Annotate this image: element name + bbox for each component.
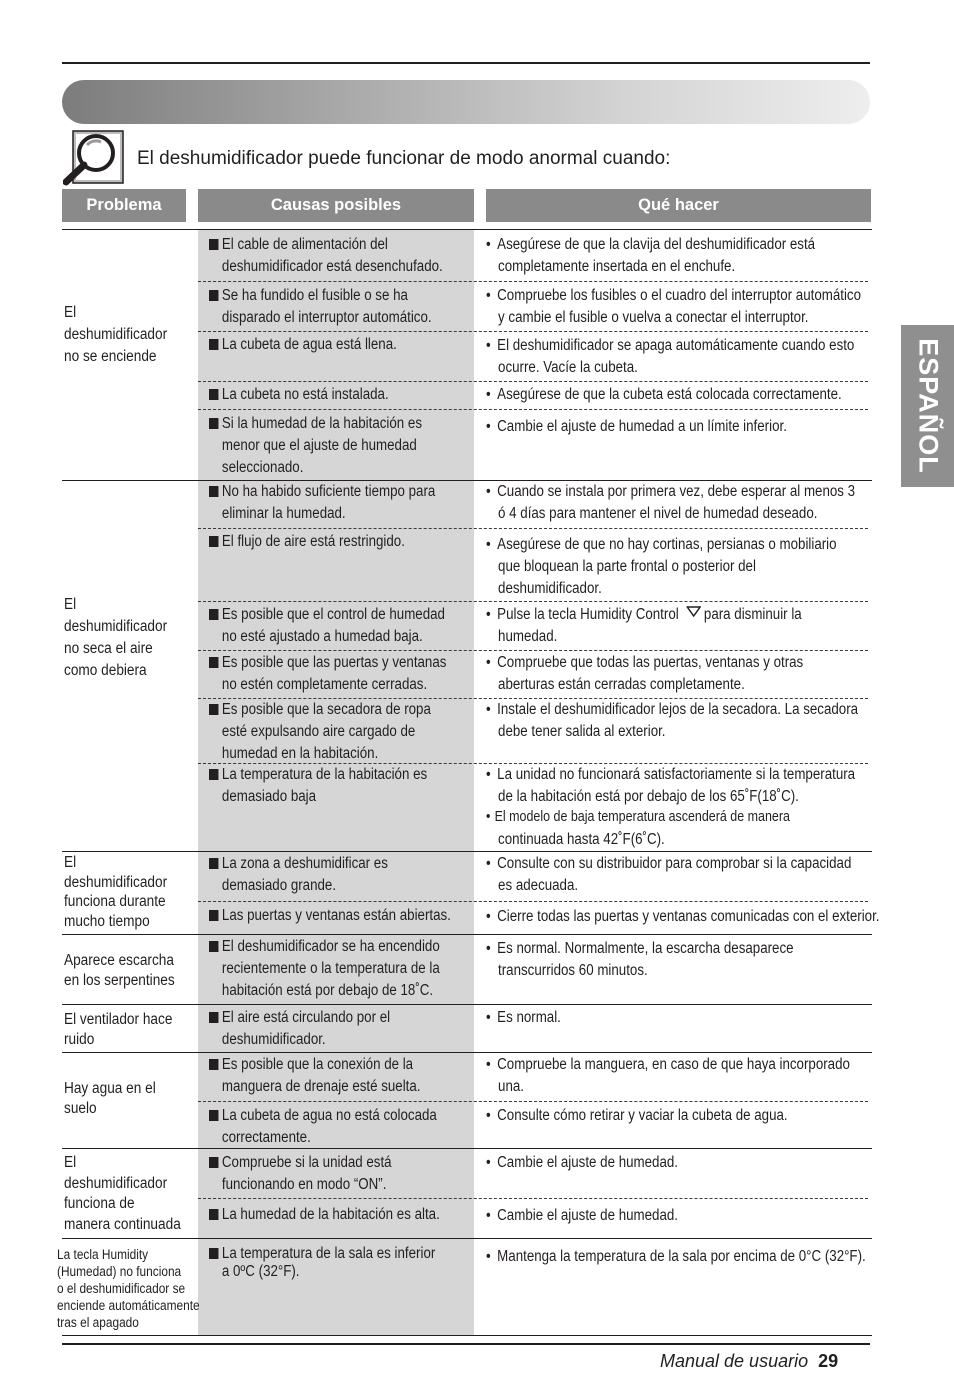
cause-cell: Si la humedad de la habitación es menor que el ajuste de humedad seleccionado. bbox=[209, 413, 422, 479]
cause-cell: La temperatura de la habitación es demasiado baja bbox=[209, 764, 427, 808]
square-bullet-icon bbox=[209, 486, 218, 497]
magnifier-icon bbox=[63, 130, 125, 186]
group-separator bbox=[62, 1052, 872, 1053]
square-bullet-icon bbox=[209, 1157, 218, 1168]
action-cell: • Cambie el ajuste de humedad a un límite inferior. bbox=[486, 418, 787, 435]
action-cell: • El deshumidificador se apaga automáticamente cuando esto ocurre. Vacíe la cubeta. bbox=[486, 337, 855, 376]
square-bullet-icon bbox=[209, 1059, 218, 1070]
action-cell: • Compruebe que todas las puertas, ventanas y otras aberturas están cerradas completamente. bbox=[486, 654, 804, 693]
square-bullet-icon bbox=[209, 1248, 218, 1259]
action-cell: • Es normal. Normalmente, la escarcha desaparece transcurridos 60 minutos. bbox=[486, 940, 794, 979]
cause-cell: La cubeta de agua no está colocada correctamente. bbox=[209, 1105, 437, 1149]
row-separator bbox=[198, 601, 868, 602]
action-cell: • Mantenga la temperatura de la sala por encima de 0°C (32°F). bbox=[486, 1248, 866, 1265]
cause-cell: La cubeta no está instalada. bbox=[209, 384, 389, 406]
intro-text: El deshumidificador puede funcionar de modo anormal cuando: bbox=[137, 148, 671, 169]
cause-cell: El flujo de aire está restringido. bbox=[209, 531, 405, 553]
row-separator bbox=[198, 331, 868, 332]
square-bullet-icon bbox=[209, 769, 218, 780]
row-separator bbox=[198, 1101, 868, 1102]
action-cell: • Cambie el ajuste de humedad. bbox=[486, 1154, 678, 1171]
square-bullet-icon bbox=[209, 609, 218, 620]
problem-cell: El ventilador hace ruido bbox=[64, 1011, 173, 1048]
header-problema: Problema bbox=[62, 189, 186, 222]
action-cell: • Cuando se instala por primera vez, debe esperar al menos 3 ó 4 días para mantener el nivel de humedad deseado. bbox=[486, 483, 856, 522]
header-causas: Causas posibles bbox=[198, 189, 474, 222]
action-cell: • Compruebe los fusibles o el cuadro del interruptor automático y cambie el fusible o vuelva a conectar el interruptor. bbox=[486, 287, 862, 326]
row-separator bbox=[198, 281, 868, 282]
row-separator bbox=[198, 650, 868, 651]
action-cell: • La unidad no funcionará satisfactoriamente si la temperatura de la habitación está por debajo de los 65˚F(18˚C). • El modelo de baja temperatura ascenderá de manera continuada hasta 42˚F(6˚C). bbox=[486, 766, 856, 848]
cause-cell: La zona a deshumidificar es demasiado grande. bbox=[209, 853, 388, 897]
row-separator bbox=[198, 409, 868, 410]
group-separator bbox=[62, 1148, 872, 1149]
cause-cell: Es posible que las puertas y ventanas no estén completamente cerradas. bbox=[209, 652, 446, 696]
cause-cell: Es posible que la conexión de la manguera de drenaje esté suelta. bbox=[209, 1054, 421, 1098]
cause-cell: Se ha fundido el fusible o se ha disparado el interruptor automático. bbox=[209, 285, 432, 329]
row-separator bbox=[198, 528, 868, 529]
square-bullet-icon bbox=[209, 536, 218, 547]
action-cell: • Consulte cómo retirar y vaciar la cubeta de agua. bbox=[486, 1107, 788, 1124]
cause-cell: El aire está circulando por el deshumidificador. bbox=[209, 1007, 390, 1051]
action-cell: • Pulse la tecla Humidity Control para disminuir la humedad. bbox=[486, 606, 802, 645]
group-separator bbox=[62, 1238, 872, 1239]
cause-cell: Es posible que la secadora de ropa esté expulsando aire cargado de humedad en la habitación. bbox=[209, 699, 431, 765]
page-footer bbox=[660, 1351, 838, 1372]
square-bullet-icon bbox=[209, 418, 218, 429]
top-rule bbox=[62, 62, 870, 64]
problem-cell: El deshumidificador funciona durante mucho tiempo bbox=[64, 854, 168, 930]
action-cell: • Consulte con su distribuidor para comprobar si la capacidad es adecuada. bbox=[486, 855, 852, 894]
square-bullet-icon bbox=[209, 1012, 218, 1023]
bottom-rule bbox=[62, 1343, 870, 1345]
cause-cell: La cubeta de agua está llena. bbox=[209, 334, 397, 356]
cause-cell: No ha habido suficiente tiempo para eliminar la humedad. bbox=[209, 481, 435, 525]
square-bullet-icon bbox=[209, 910, 218, 921]
cause-cell: Las puertas y ventanas están abiertas. bbox=[209, 905, 451, 927]
action-cell: • Asegúrese de que no hay cortinas, persianas o mobiliario que bloquean la parte frontal o posterior del deshumidificador. bbox=[486, 536, 837, 597]
square-bullet-icon bbox=[209, 941, 218, 952]
problem-cell: Hay agua en el suelo bbox=[64, 1080, 156, 1117]
square-bullet-icon bbox=[209, 1209, 218, 1220]
action-cell: • Compruebe la manguera, en caso de que haya incorporado una. bbox=[486, 1056, 850, 1095]
problem-cell: El deshumidificador funciona de manera continuada bbox=[64, 1154, 181, 1233]
action-cell: • Es normal. bbox=[486, 1009, 561, 1026]
square-bullet-icon bbox=[209, 704, 218, 715]
footer-label: Manual de usuario bbox=[660, 1351, 809, 1371]
table-top-rule bbox=[62, 229, 872, 230]
section-banner bbox=[62, 80, 870, 124]
language-tab bbox=[901, 325, 954, 487]
row-separator bbox=[198, 901, 868, 902]
action-cell: • Asegúrese de que la cubeta está colocada correctamente. bbox=[486, 386, 842, 403]
problem-cell: La tecla Humidity (Humedad) no funciona o el deshumidificador se enciende automáticamente tras el apagado bbox=[57, 1247, 200, 1330]
cause-cell: La humedad de la habitación es alta. bbox=[209, 1204, 440, 1226]
cause-cell: La temperatura de la sala es inferior a 0ºC (32°F). bbox=[209, 1245, 435, 1281]
group-separator bbox=[62, 1004, 872, 1005]
cause-cell: Es posible que el control de humedad no esté ajustado a humedad baja. bbox=[209, 604, 445, 648]
row-separator bbox=[198, 381, 868, 382]
square-bullet-icon bbox=[209, 389, 218, 400]
page-number: 29 bbox=[818, 1351, 839, 1371]
group-separator bbox=[62, 851, 872, 852]
square-bullet-icon bbox=[209, 290, 218, 301]
action-cell: • Instale el deshumidificador lejos de la secadora. La secadora debe tener salida al exterior. bbox=[486, 701, 859, 740]
problem-cell: El deshumidificador no se enciende bbox=[64, 304, 168, 365]
cause-cell: El cable de alimentación del deshumidificador está desenchufado. bbox=[209, 234, 443, 278]
down-triangle-icon bbox=[687, 606, 702, 617]
row-separator bbox=[198, 1198, 868, 1199]
table-bottom-rule bbox=[62, 1335, 872, 1336]
language-tab-label: ESPAÑOL bbox=[913, 338, 943, 474]
action-cell: • Asegúrese de que la clavija del deshumidificador está completamente insertada en el enchufe. bbox=[486, 236, 816, 275]
action-cell: • Cierre todas las puertas y ventanas comunicadas con el exterior. bbox=[486, 908, 880, 925]
group-separator bbox=[62, 934, 872, 935]
problem-cell: Aparece escarcha en los serpentines bbox=[64, 952, 175, 989]
cause-cell: El deshumidificador se ha encendido recientemente o la temperatura de la habitación está por debajo de 18˚C. bbox=[209, 936, 440, 1002]
square-bullet-icon bbox=[209, 339, 218, 350]
problem-cell: El deshumidificador no seca el aire como debiera bbox=[64, 596, 168, 679]
square-bullet-icon bbox=[209, 657, 218, 668]
square-bullet-icon bbox=[209, 1110, 218, 1121]
cause-cell: Compruebe si la unidad está funcionando en modo “ON”. bbox=[209, 1152, 392, 1196]
square-bullet-icon bbox=[209, 239, 218, 250]
header-que-hacer: Qué hacer bbox=[486, 189, 871, 222]
square-bullet-icon bbox=[209, 858, 218, 869]
action-cell: • Cambie el ajuste de humedad. bbox=[486, 1207, 678, 1224]
